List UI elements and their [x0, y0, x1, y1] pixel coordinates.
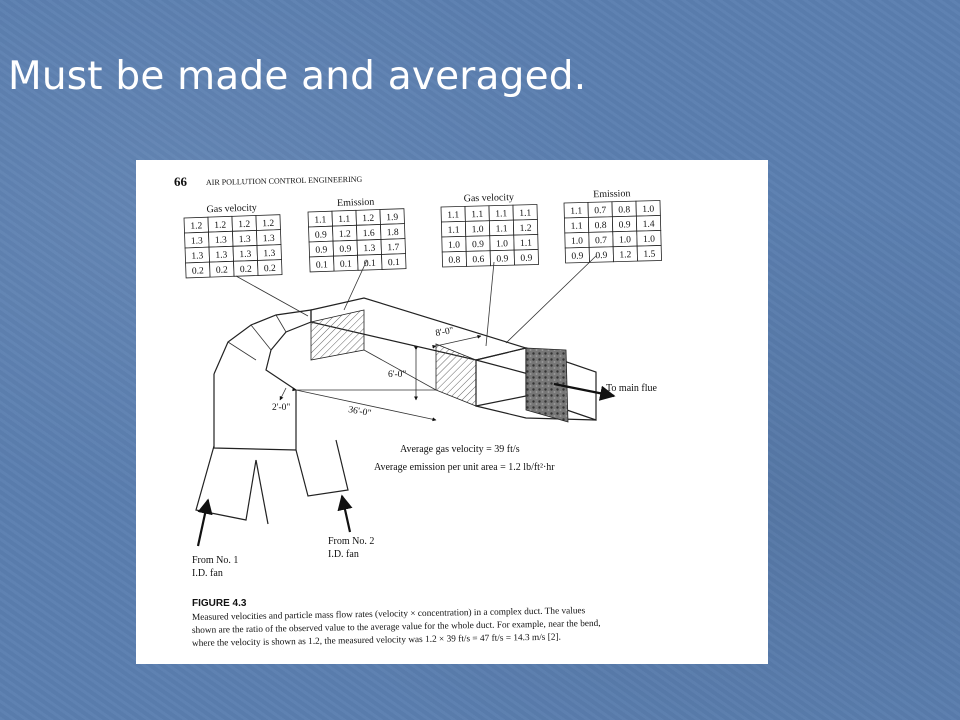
measurement-table	[308, 196, 406, 272]
table-cell-value: 0.9	[315, 245, 328, 256]
table-cell-value: 0.1	[387, 257, 400, 269]
table-cell-value: 1.3	[262, 233, 275, 245]
table-cell-value: 1.0	[642, 234, 656, 245]
table-cell-value: 1.0	[570, 236, 584, 247]
table-cell-value: 1.2	[262, 218, 275, 230]
table-cell-value: 0.9	[496, 254, 509, 265]
bend-dimension: 2'-0"	[272, 403, 291, 413]
measurement-tables	[184, 187, 662, 277]
average-velocity: Average gas velocity = 39 ft/s	[400, 444, 520, 455]
duct-body	[196, 298, 596, 524]
table-cell-value: 0.1	[363, 258, 376, 270]
table-cell-value: 1.2	[619, 250, 632, 261]
to-main-flue-label: To main flue	[606, 383, 657, 394]
table-cell-value: 0.9	[618, 220, 631, 231]
table-cell-value: 1.1	[570, 206, 583, 217]
table-cell-value: 1.3	[363, 243, 376, 255]
table-cell-value: 1.3	[215, 250, 228, 261]
table-cell-value: 0.9	[595, 250, 608, 262]
table-cell-value: 0.9	[571, 251, 584, 262]
table-title: Gas velocity	[206, 202, 258, 216]
table-cell-value: 1.1	[519, 238, 533, 249]
fan2-label-line2: I.D. fan	[328, 549, 359, 560]
table-cell-value: 1.3	[190, 236, 203, 247]
table-cell-value: 0.1	[339, 259, 352, 270]
caption-line3: where the velocity is shown as 1.2, the measured velocity was 1.2 × 39 ft/s = 47 ft/s = 14.3 m/s [2].	[191, 632, 561, 649]
table-cell-value: 0.6	[472, 254, 485, 266]
fan1-label-line1: From No. 1	[192, 555, 239, 566]
width-dimension: 8'-0"	[434, 325, 455, 339]
table-cell-value: 1.2	[519, 223, 532, 234]
table-cell-value: 0.2	[191, 266, 204, 277]
table-cell-value: 1.6	[362, 228, 375, 240]
average-emission: Average emission per unit area = 1.2 lb/ft²·hr	[374, 462, 555, 473]
table-cell-value: 0.2	[239, 264, 252, 276]
table-cell-value: 0.7	[594, 205, 607, 217]
table-cell-value: 0.8	[594, 220, 607, 232]
table-cell-value: 0.2	[263, 263, 276, 275]
duct-diagram	[136, 160, 768, 664]
table-cell-value: 1.3	[263, 248, 276, 260]
figure-label: FIGURE 4.3	[192, 598, 247, 609]
table-cell-value: 1.3	[191, 251, 204, 262]
textbook-figure-page	[136, 160, 768, 664]
table-cell-value: 1.2	[362, 213, 375, 225]
table-cell-value: 1.2	[238, 219, 251, 231]
running-head: AIR POLLUTION CONTROL ENGINEERING	[205, 174, 363, 187]
table-cell-value: 0.2	[215, 265, 228, 276]
table-cell-value: 0.9	[520, 253, 533, 264]
height-dimension: 6'-0"	[388, 370, 407, 380]
table-title: Gas velocity	[463, 192, 515, 205]
table-cell-value: 1.9	[386, 212, 399, 224]
table-cell-value: 1.1	[447, 210, 460, 221]
table-cell-value: 1.1	[471, 209, 484, 221]
table-cell-value: 1.2	[338, 229, 351, 240]
table-cell-value: 1.0	[642, 204, 655, 215]
slide-title: Must be made and averaged.	[8, 54, 587, 99]
measurement-table	[184, 202, 282, 278]
table-cell-value: 1.0	[471, 224, 484, 236]
table-cell-value: 1.3	[214, 235, 227, 246]
table-cell-value: 1.0	[495, 239, 509, 250]
table-cell-value: 1.2	[190, 221, 203, 232]
table-cell-value: 0.8	[618, 205, 631, 216]
table-cell-value: 0.9	[471, 239, 485, 251]
fan1-label-line2: I.D. fan	[192, 568, 223, 579]
table-title: Emission	[593, 188, 631, 201]
caption-line2: shown are the ratio of the observed value to the average value for the whole duct. For example, near the bend,	[191, 618, 601, 636]
table-cell-value: 1.0	[447, 240, 461, 251]
table-cell-value: 1.1	[338, 214, 351, 225]
table-cell-value: 1.1	[447, 225, 460, 236]
table-cell-value: 1.1	[314, 215, 327, 226]
table-cell-value: 1.5	[643, 249, 656, 260]
table-cell-value: 1.4	[642, 219, 655, 230]
table-cell-value: 1.7	[387, 242, 400, 254]
table-cell-value: 1.8	[386, 227, 399, 239]
table-cell-value: 1.1	[495, 209, 508, 220]
caption-line1: Measured velocities and particle mass flow rates (velocity × concentration) in a complex duct. The values	[191, 606, 586, 623]
table-title: Emission	[336, 196, 375, 209]
page-number: 66	[174, 174, 187, 189]
table-cell-value: 0.7	[594, 235, 608, 247]
table-cell-value: 0.9	[339, 244, 352, 255]
table-cell-value: 1.3	[238, 234, 251, 246]
table-cell-value: 1.2	[214, 220, 227, 231]
table-cell-value: 1.3	[239, 249, 252, 261]
measurement-table	[441, 191, 539, 266]
length-dimension: 36'-0"	[347, 405, 372, 419]
table-cell-value: 0.9	[314, 230, 327, 241]
fan2-label-line1: From No. 2	[328, 536, 375, 547]
table-cell-value: 1.1	[495, 224, 508, 235]
measurement-table	[564, 187, 662, 262]
table-cell-value: 0.8	[448, 255, 461, 266]
table-cell-value: 1.0	[618, 235, 632, 246]
table-cell-value: 1.1	[570, 221, 583, 232]
table-cell-value: 0.1	[315, 260, 328, 271]
table-cell-value: 1.1	[519, 208, 532, 219]
